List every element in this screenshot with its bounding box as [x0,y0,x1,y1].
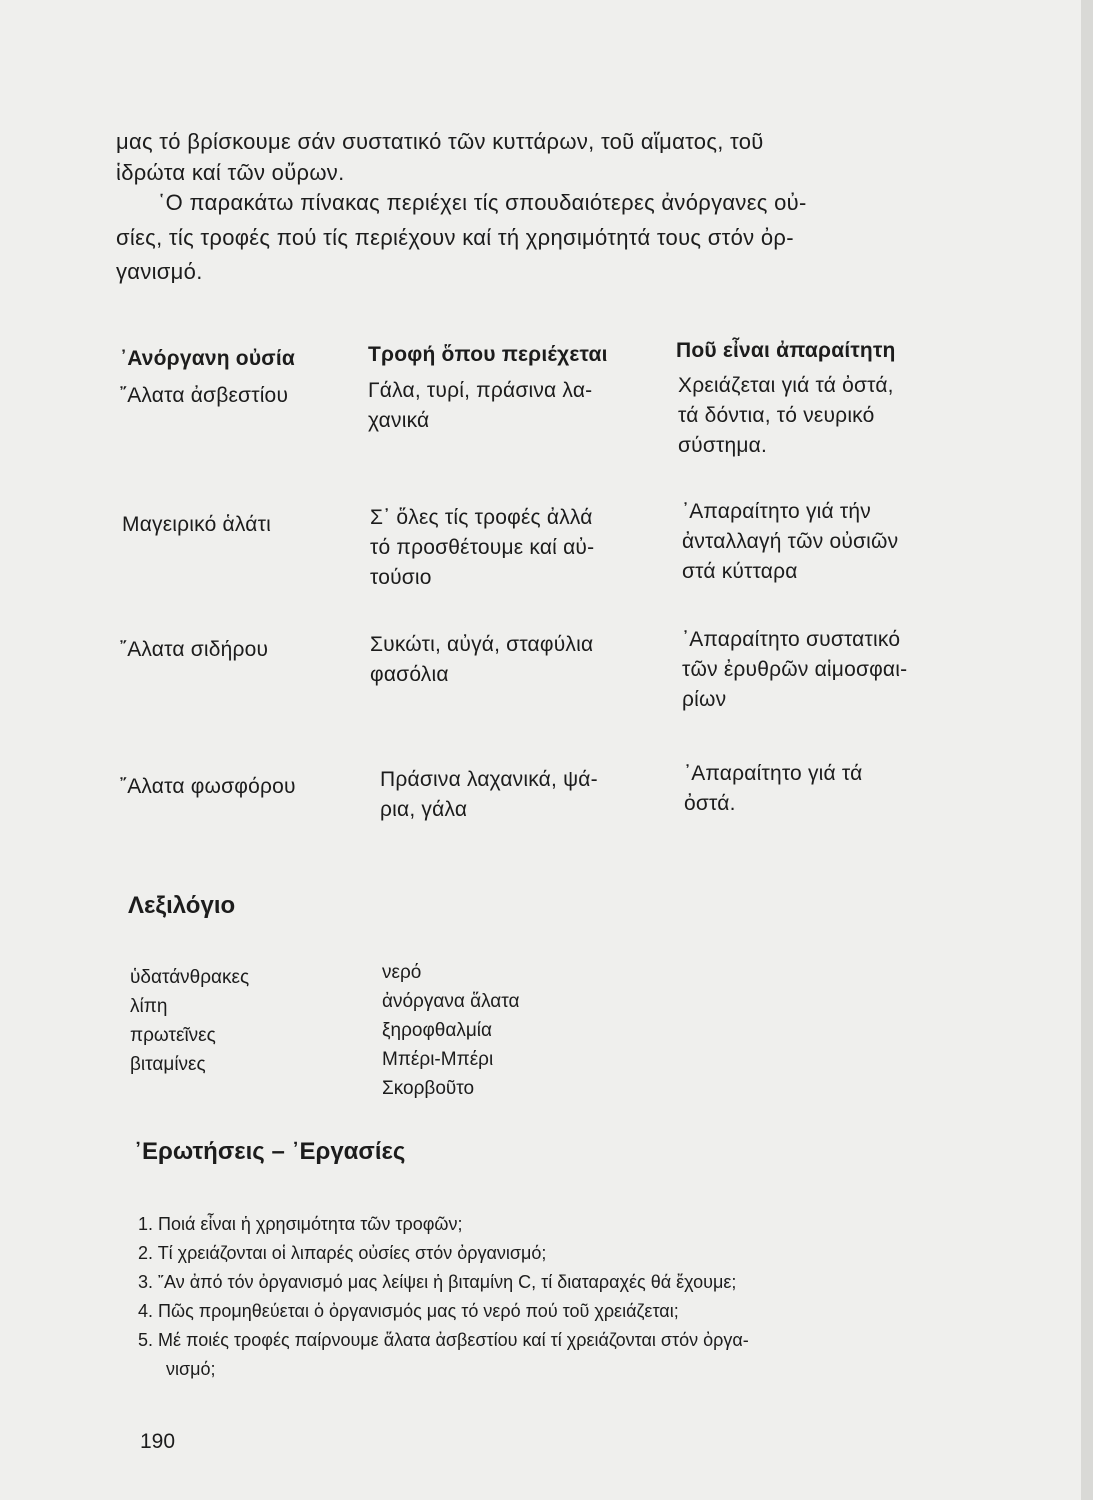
glossary-term: πρωτεῖνες [130,1025,216,1046]
glossary-term: Μπέρι-Μπέρι [382,1049,494,1070]
table-cell-use: Χρειάζεται γιά τά ὀστά, τά δόντια, τό νευρικό σύστημα. [678,374,894,457]
table-cell-substance: ῎Αλατα φωσφόρου [120,775,296,798]
intro-line-5: γανισμό. [116,259,203,284]
table-cell-substance: ῎Αλατα ἀσβεστίου [120,384,289,407]
table-cell-substance: Μαγειρικό ἁλάτι [122,513,271,536]
table-header-food: Τροφή ὅπου περιέχεται [368,343,608,366]
questions-title: ᾿Ερωτήσεις – ᾿Εργασίες [134,1138,406,1165]
glossary-term: ὑδατάνθρακες [130,967,250,988]
intro-line-3: ῾Ο παρακάτω πίνακας περιέχει τίς σπουδαιότερες ἀνόργανες οὐ- [158,190,807,215]
glossary-left-column [130,963,249,1079]
table-cell-food: Γάλα, τυρί, πράσινα λα- χανικά [368,379,593,432]
question-item: 1. Ποιά εἶναι ἡ χρησιμότητα τῶν τροφῶν; [138,1214,463,1234]
page-edge-shadow [1081,0,1093,1500]
table-header-use: Ποῦ εἶναι ἀπαραίτητη [676,339,896,362]
table-header-substance: ᾿Ανόργανη οὐσία [120,347,295,370]
question-item: 4. Πῶς προμηθεύεται ὁ ὀργανισμός μας τό νερό πού τοῦ χρειάζεται; [138,1301,679,1321]
table-cell-food: Συκώτι, αὐγά, σταφύλια φασόλια [370,633,594,686]
table-cell-use: ᾿Απαραίτητο γιά τήν ἀνταλλαγή τῶν οὐσιῶν στά κύτταρα [682,500,899,583]
glossary-right-column [382,958,520,1103]
table-cell-use: ᾿Απαραίτητο γιά τά ὀστά. [684,762,863,815]
question-item: 3. ῎Αν ἀπό τόν ὀργανισμό μας λείψει ἡ βιταμίνη C, τί διαταραχές θά ἔχουμε; [138,1272,737,1292]
glossary-term: ξηροφθαλμία [382,1020,492,1041]
glossary-term: βιταμίνες [130,1054,206,1075]
table-cell-substance: ῎Αλατα σιδήρου [120,638,269,661]
glossary-term: λίπη [130,996,168,1017]
intro-line-1: μας τό βρίσκουμε σάν συστατικό τῶν κυττάρων, τοῦ αἵματος, τοῦ [116,129,764,154]
glossary-term: Σκορβοῦτο [382,1078,475,1099]
glossary-term: ἀνόργανα ἅλατα [382,991,520,1012]
question-item: 5. Μέ ποιές τροφές παίρνουμε ἅλατα ἀσβεστίου καί τί χρειάζονται στόν ὀργα- [138,1330,749,1350]
table-cell-food: Πράσινα λαχανικά, ψά- ρια, γάλα [380,768,598,821]
question-item: 2. Τί χρειάζονται οἱ λιπαρές οὐσίες στόν ὀργανισμό; [138,1243,547,1263]
intro-line-2: ἱδρώτα καί τῶν οὔρων. [116,160,345,185]
intro-line-4: σίες, τίς τροφές πού τίς περιέχουν καί τή χρησιμότητά τους στόν ὀρ- [116,225,794,250]
table-cell-use: ᾿Απαραίτητο συστατικό τῶν ἐρυθρῶν αἱμοσφαι- ρίων [682,628,908,711]
glossary-title: Λεξιλόγιο [128,892,236,919]
questions-list [138,1210,988,1384]
page-number: 190 [140,1430,176,1453]
question-item: νισμό; [166,1359,216,1379]
table-cell-food: Σ᾿ ὅλες τίς τροφές ἀλλά τό προσθέτουμε καί αὐ- τούσιο [370,506,595,589]
glossary-term: νερό [382,962,422,983]
